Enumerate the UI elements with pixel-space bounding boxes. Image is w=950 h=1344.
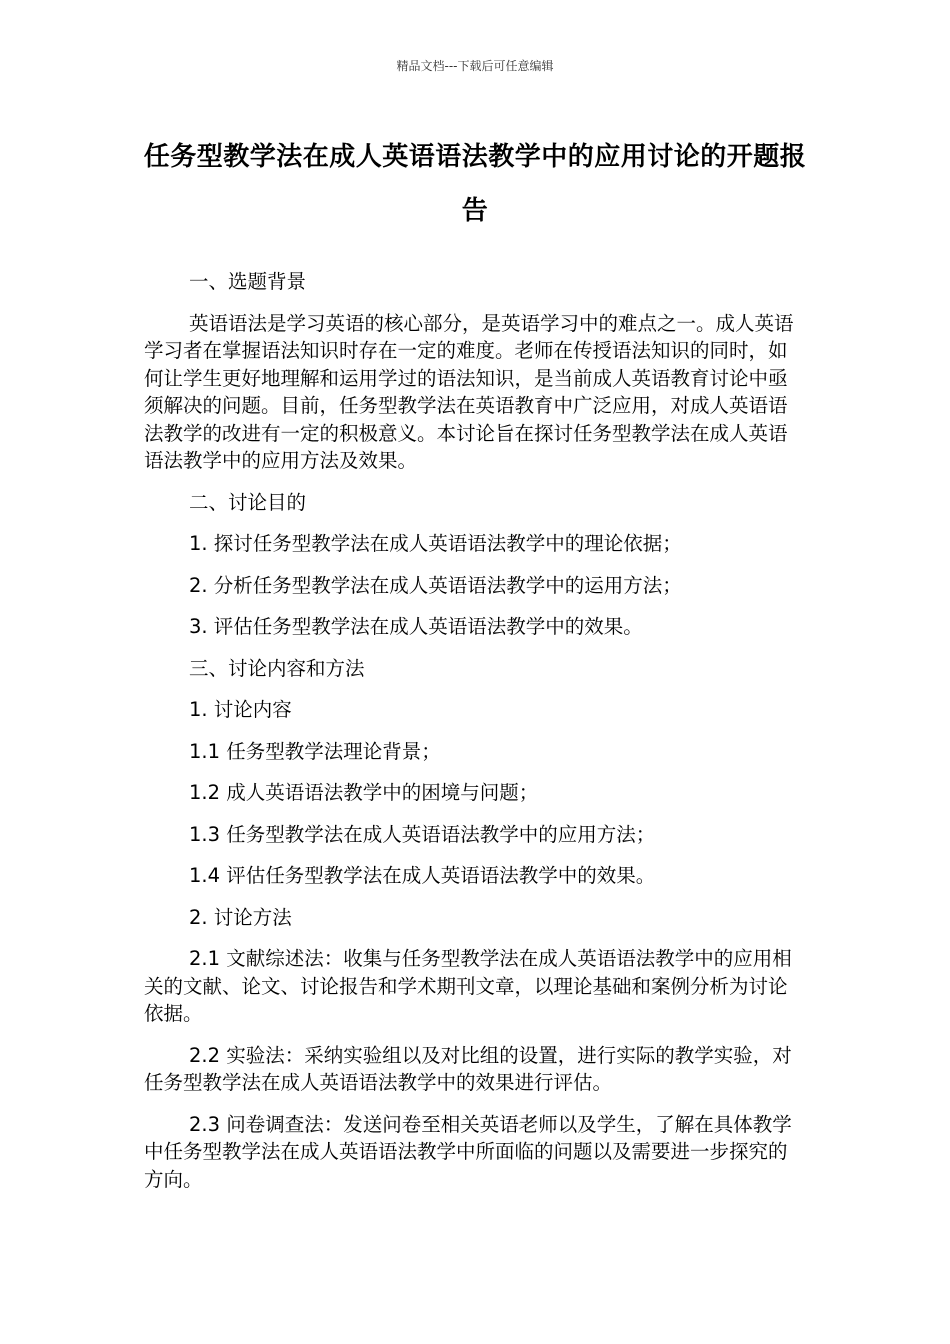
list-item: 1.3 任务型教学法在成人英语语法教学中的应用方法； [189,822,656,846]
section-heading-content-methods: 三、讨论内容和方法 [189,656,365,680]
list-item: 1. 探讨任务型教学法在成人英语语法教学中的理论依据； [189,532,682,555]
section-heading-background: 一、选题背景 [189,270,307,293]
list-item: 1.1 任务型教学法理论背景； [189,739,441,763]
section-heading-objectives: 二、讨论目的 [189,490,307,514]
list-item: 1.4 评估任务型教学法在成人英语语法教学中的效果。 [189,864,656,887]
list-item: 1.2 成人英语语法教学中的困境与问题； [189,781,539,804]
list-item: 3. 评估任务型教学法在成人英语语法教学中的效果。 [189,615,643,638]
list-item: 2. 分析任务型教学法在成人英语语法教学中的运用方法； [189,573,682,597]
paragraph-method-literature: 2.1 文献综述法：收集与任务型教学法在成人英语语法教学中的应用相关的文献、论文、讨论报告和学术期刊文章，以理论基础和案例分析为讨论依据。 [144,947,792,1025]
paragraph-method-experiment: 2.2 实验法：采纳实验组以及对比组的设置，进行实际的教学实验，对任务型教学法在成人英语语法教学中的效果进行评估。 [144,1043,792,1094]
header-note: 精品文档---下载后可任意编辑 [396,59,554,73]
paragraph-method-survey: 2.3 问卷调查法：发送问卷至相关英语老师以及学生，了解在具体教学中任务型教学法在成人英语语法教学中所面临的问题以及需要进一步探究的方向。 [144,1112,792,1191]
document-title: 任务型教学法在成人英语语法教学中的应用讨论的开题报告 [143,142,807,226]
document-body [144,268,800,1207]
paragraph-background: 英语语法是学习英语的核心部分，是英语学习中的难点之一。成人英语学习者在掌握语法知识时存在一定的难度。老师在传授语法知识的同时，如何让学生更好地理解和运用学过的语法知识，是当前成人英语教育讨论中亟须解决的问题。目前，任务型教学法在英语教育中广泛应用，对成人英语语法教学的改进有一定的积极意义。本讨论旨在探讨任务型教学法在成人英语语法教学中的应用方法及效果。 [144,311,794,472]
subsection-heading-methods: 2. 讨论方法 [189,905,292,929]
subsection-heading-content: 1. 讨论内容 [189,698,292,721]
